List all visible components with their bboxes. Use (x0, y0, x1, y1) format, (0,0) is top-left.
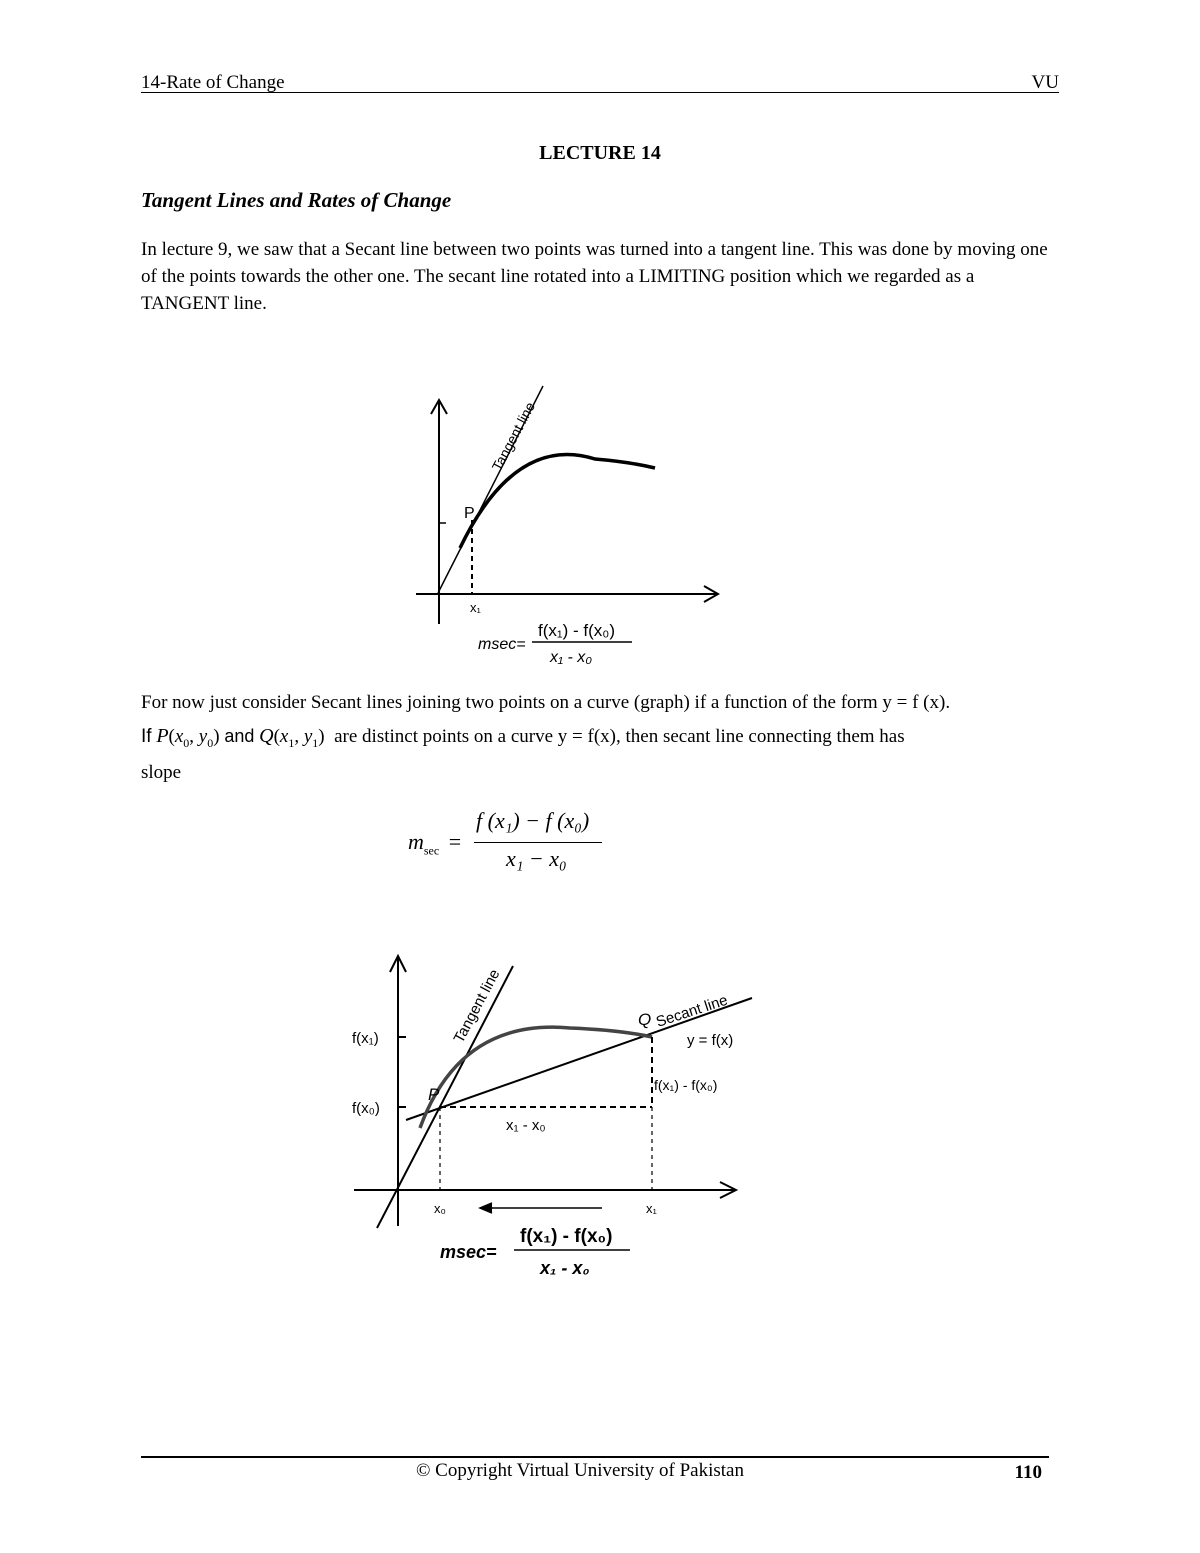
fx1-axis-label: f(x₁) (352, 1030, 379, 1047)
points-sentence: If $P(x_0$, $y_0$) and $Q(x_1$, $y_1$) are distinct points on a curve y = f(x), then secant line connecting them has (141, 725, 905, 750)
secant-intro-paragraph: For now just consider Secant lines joining two points on a curve (graph) if a function of the form y = f (x). (141, 692, 951, 713)
curve-label: y = f(x) (687, 1032, 734, 1049)
and-word: and (224, 726, 255, 746)
distinct-text: are distinct points on a curve y = f(x), then secant line connecting them has (334, 726, 905, 747)
msec-label: msec= (440, 1242, 497, 1262)
header-title: 14-Rate of Change (141, 72, 285, 93)
direction-arrow-head (480, 1203, 492, 1213)
equation-m-sub: sec (423, 843, 440, 858)
if-word: If (141, 726, 152, 747)
fig2-denominator: x₁ - x₀ (540, 1258, 590, 1278)
lecture-heading: LECTURE 14 (539, 142, 661, 164)
fig2-numerator: f(x₁) - f(x₀) (520, 1226, 613, 1247)
header-rule (141, 92, 1059, 93)
footer-copyright: © Copyright Virtual University of Pakistan (415, 1460, 744, 1481)
tangent-line-figure (400, 380, 740, 670)
point-q-label: Q (638, 1010, 652, 1029)
equation-m: m (408, 829, 424, 854)
secant-tangent-figure (340, 948, 780, 1288)
rise-label: f(x₁) - f(x₀) (654, 1077, 718, 1093)
x0-axis-label: x₀ (434, 1201, 446, 1216)
slope-word: slope (141, 762, 182, 783)
footer-rule (141, 1456, 1049, 1458)
secant-line-label: Secant line (653, 991, 730, 1031)
fig1-numerator: f(x₁) - f(x₀) (538, 621, 615, 640)
x1-label: x₁ (470, 600, 481, 615)
fig1-denominator: x₁ - x₀ (550, 649, 593, 666)
point-p-label: P (464, 505, 475, 522)
function-curve (460, 455, 655, 548)
page-number: 110 (1014, 1462, 1042, 1483)
msec-label: msec= (478, 636, 526, 653)
equation-denominator: x₁ − x₀ (506, 846, 567, 871)
equation-fraction-bar (474, 842, 602, 843)
slope-equation: $m_{sec}$ = f (x₁) − f (x₀) x₁ − x₀ (408, 808, 608, 878)
intro-paragraph: In lecture 9, we saw that a Secant line between two points was turned into a tangent line. This was done by moving one of the points towards the other one. The secant line rotated into a LIMITING position which we regarded as a TANGENT line. (141, 239, 1048, 314)
tangent-line-label: Tangent line (488, 399, 539, 474)
section-title: Tangent Lines and Rates of Change (141, 188, 452, 212)
header-institution: VU (1031, 72, 1059, 93)
equation-numerator: f (x₁) − f (x₀) (476, 808, 590, 833)
tangent-line-label: Tangent line (450, 966, 504, 1046)
point-p-label: P (428, 1085, 440, 1104)
fx0-axis-label: f(x₀) (352, 1100, 380, 1117)
run-label: x₁ - x₀ (506, 1117, 546, 1134)
x1-axis-label: x₁ (646, 1201, 657, 1216)
